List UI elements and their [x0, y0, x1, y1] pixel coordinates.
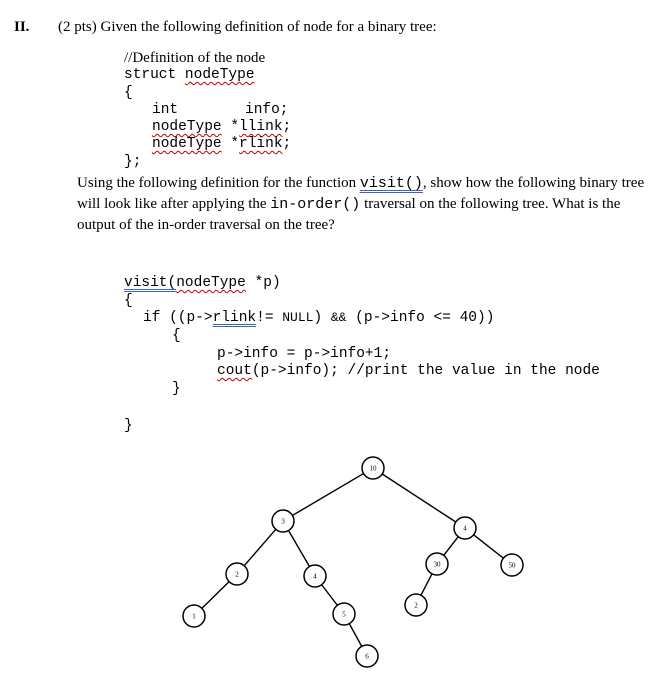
visit-param-rest: *p) [245, 275, 281, 291]
tree-node-label: 1 [192, 612, 196, 621]
field3-ptr: * [221, 136, 240, 152]
para-part1: Using the following definition for the function [77, 175, 360, 191]
tree-edge-n10-n4r [382, 474, 456, 522]
question-header: (2 pts) Given the following definition of node for a binary tree: [58, 19, 437, 35]
tree-node-label: 4 [313, 572, 317, 581]
para-function-name: visit() [359, 175, 423, 192]
tree-edge-n3-n2l [244, 529, 276, 565]
struct-keyword: struct [124, 67, 185, 83]
field3-type: nodeType [152, 136, 222, 152]
field3-end: ; [282, 136, 292, 152]
tree-node-n10 [362, 457, 384, 479]
struct-close: }; [124, 154, 142, 170]
field1-type: int [152, 102, 179, 118]
tree-node-label: 30 [433, 560, 441, 569]
tree-node-label: 6 [365, 652, 369, 661]
tree-edge-n10-n3 [292, 474, 363, 516]
tree-node-label: 3 [281, 517, 285, 526]
field2-name: llink [239, 119, 283, 135]
if-part-d: ) [313, 310, 331, 326]
visit-close-brace: } [124, 418, 133, 434]
field1-name: info; [245, 102, 289, 118]
tree-node-n3 [272, 510, 294, 532]
if-part-c: != [256, 310, 283, 326]
para-traversal-name: in-order() [270, 196, 361, 213]
cout-keyword: cout [217, 363, 252, 379]
visit-open-brace: { [124, 293, 133, 309]
tree-node-label: 5 [342, 610, 346, 619]
tree-node-n4m [304, 565, 326, 587]
tree-node-n5 [333, 603, 355, 625]
statement-increment: p->info = p->info+1; [217, 346, 392, 362]
tree-node-label: 10 [369, 464, 377, 473]
tree-edge-n4m-n5 [322, 585, 338, 606]
tree-node-label: 2 [414, 601, 418, 610]
tree-node-n4r [454, 517, 476, 539]
if-and: && [330, 310, 347, 325]
struct-open-brace: { [124, 85, 133, 101]
field2-ptr: * [221, 119, 240, 135]
struct-comment: //Definition of the node [124, 50, 266, 66]
if-rlink: rlink [212, 310, 257, 326]
tree-node-label: 4 [463, 524, 467, 533]
tree-node-n2r [405, 594, 427, 616]
visit-name: visit [124, 275, 168, 291]
tree-edge-n4r-n30 [444, 537, 458, 556]
tree-edge-n30-n2r [421, 574, 432, 595]
field2-end: ; [282, 119, 292, 135]
print-rest: (p->info); //print the value in the node [251, 363, 600, 379]
tree-node-n1 [183, 605, 205, 627]
tree-node-n30 [426, 553, 448, 575]
if-part-a: if ((p-> [143, 310, 213, 326]
para-part2: , show how the following binary tree will look like after applying the [77, 175, 645, 212]
if-null: NULL [282, 310, 314, 325]
tree-node-label: 2 [235, 570, 239, 579]
tree-node-n6 [356, 645, 378, 667]
tree-edge-n2l-n1 [202, 582, 229, 609]
tree-node-label: 50 [508, 561, 516, 570]
visit-param-type: nodeType [176, 275, 246, 291]
inner-open-brace: { [172, 328, 181, 344]
tree-node-n50 [501, 554, 523, 576]
field2-type: nodeType [152, 119, 222, 135]
question-number: II. [14, 19, 30, 35]
if-part-e: (p->info <= 40)) [346, 310, 495, 326]
inner-close-brace: } [172, 381, 181, 397]
visit-open-paren: ( [167, 275, 177, 291]
tree-edge-n4r-n50 [474, 535, 504, 558]
field3-name: rlink [239, 136, 283, 152]
tree-node-n2l [226, 563, 248, 585]
tree-edge-n5-n6 [349, 624, 361, 647]
para-part3: traversal on the following tree. What is the output of the in-order traversal on the tree? [77, 196, 621, 233]
tree-edge-n3-n4m [289, 531, 310, 567]
struct-name: nodeType [184, 67, 255, 83]
